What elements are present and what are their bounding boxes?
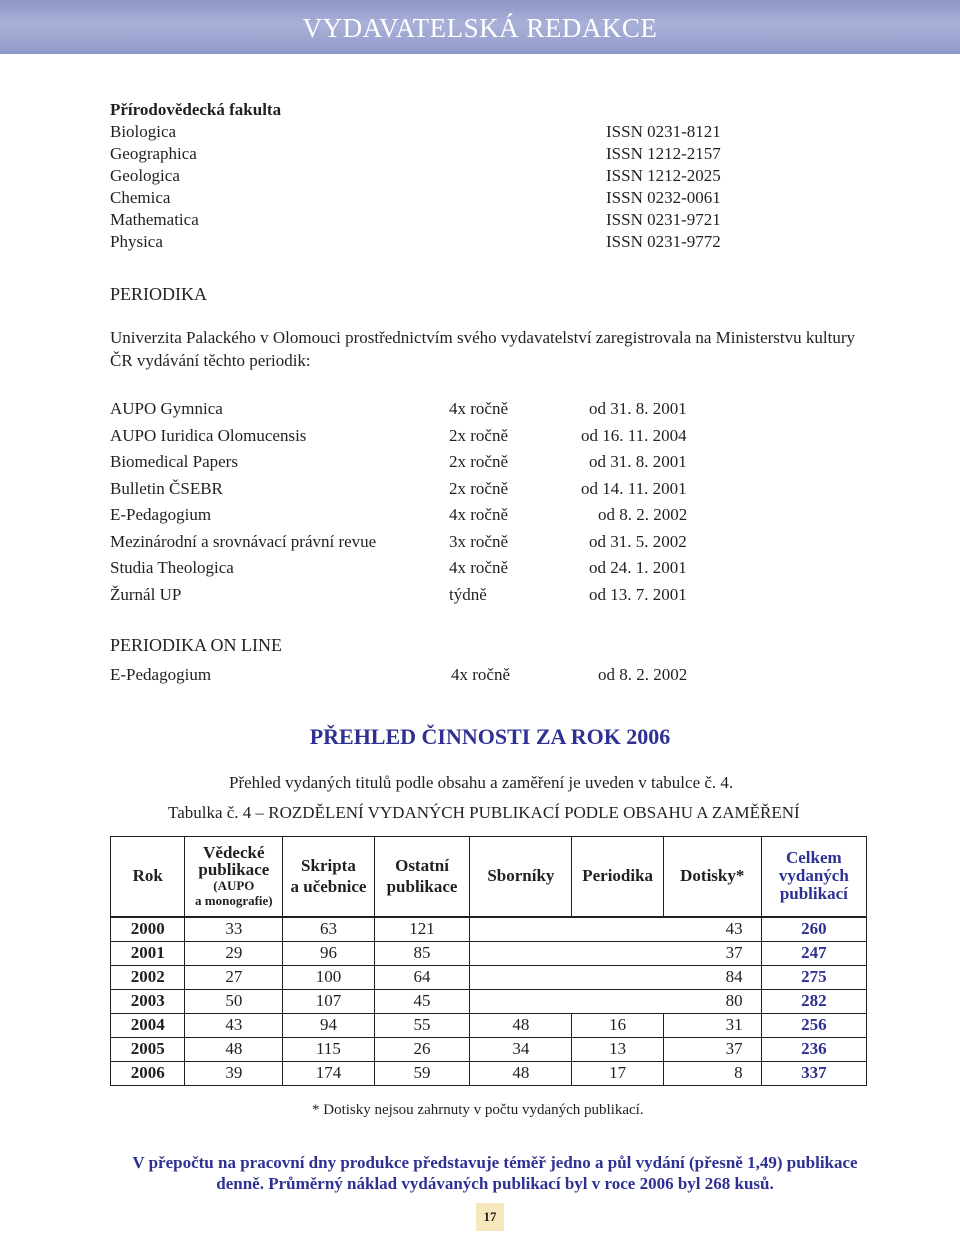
cell-periodika: 17	[572, 1061, 663, 1085]
cell-rok: 2001	[111, 941, 185, 965]
header-skripta-line: a učebnice	[290, 877, 367, 897]
periodikum-frequency: 2x ročně	[449, 452, 509, 471]
periodikum-name: E-Pedagogium	[110, 505, 212, 524]
cell-rok: 2006	[111, 1061, 185, 1085]
table-row	[111, 1037, 867, 1061]
table-row	[111, 1013, 867, 1037]
header-ostatni-line: publikace	[386, 877, 458, 897]
periodikum-since: od 8. 2. 2002	[598, 505, 688, 524]
periodikum-name: Studia Theologica	[110, 558, 234, 577]
header-ostatni-line: Ostatní	[395, 856, 449, 876]
faculty-title: Přírodovědecká fakulta	[110, 100, 282, 119]
cell-dotisky: 31	[663, 1013, 761, 1037]
cell-sborniky	[470, 917, 572, 942]
cell-celkem: 275	[761, 965, 866, 989]
journal-issn: ISSN 0231-9772	[606, 232, 721, 251]
cell-dotisky: 80	[663, 989, 761, 1013]
cell-ostatni: 55	[374, 1013, 470, 1037]
cell-celkem: 282	[761, 989, 866, 1013]
cell-ostatni: 121	[374, 917, 470, 942]
cell-celkem: 247	[761, 941, 866, 965]
journal-issn: ISSN 0231-8121	[606, 122, 721, 141]
cell-skripta: 94	[283, 1013, 374, 1037]
journal-name: Biologica	[110, 122, 177, 141]
online-frequency: 4x ročně	[451, 665, 511, 684]
cell-dotisky: 37	[663, 941, 761, 965]
periodikum-frequency: 4x ročně	[449, 558, 509, 577]
header-vedecke-line: (AUPO	[213, 878, 255, 894]
cell-periodika	[572, 941, 663, 965]
summary-line: denně. Průměrný náklad vydávaných publikací byl v roce 2006 byl 268 kusů.	[216, 1174, 774, 1193]
summary-line: V přepočtu na pracovní dny produkce představuje téměř jedno a půl vydání (přesně 1,49) publikace	[132, 1153, 858, 1172]
cell-ostatni: 26	[374, 1037, 470, 1061]
header-skripta-line: Skripta	[301, 856, 356, 876]
header-sborniky: Sborníky	[470, 837, 572, 917]
header-celkem-line: publikací	[779, 884, 848, 904]
header-dotisky: Dotisky*	[663, 837, 761, 917]
table-row	[111, 941, 867, 965]
cell-celkem: 260	[761, 917, 866, 942]
cell-vedecke: 39	[185, 1061, 283, 1085]
cell-dotisky: 37	[663, 1037, 761, 1061]
cell-vedecke: 33	[185, 917, 283, 942]
header-vedecke-line: Vědecké	[203, 843, 265, 863]
online-since: od 8. 2. 2002	[598, 665, 688, 684]
cell-vedecke: 43	[185, 1013, 283, 1037]
journal-issn: ISSN 0232-0061	[606, 188, 721, 207]
cell-periodika	[572, 965, 663, 989]
cell-ostatni: 45	[374, 989, 470, 1013]
cell-periodika: 16	[572, 1013, 663, 1037]
journal-name: Chemica	[110, 188, 171, 207]
periodikum-name: AUPO Gymnica	[110, 399, 223, 418]
cell-vedecke: 27	[185, 965, 283, 989]
table-row	[111, 1061, 867, 1085]
header-skripta	[283, 837, 374, 917]
journal-issn: ISSN 1212-2025	[606, 166, 721, 185]
summary-text	[0, 1152, 960, 1194]
cell-vedecke: 50	[185, 989, 283, 1013]
table-row	[111, 965, 867, 989]
periodika-intro-line1: Univerzita Palackého v Olomouci prostřednictvím svého vydavatelství zaregistrovala na Ministerstvu kultury	[110, 328, 855, 347]
journal-name: Physica	[110, 232, 163, 251]
header-title: VYDAVATELSKÁ REDAKCE	[302, 13, 658, 43]
cell-rok: 2000	[111, 917, 185, 942]
cell-celkem: 337	[761, 1061, 866, 1085]
cell-skripta: 174	[283, 1061, 374, 1085]
periodikum-frequency: 4x ročně	[449, 505, 509, 524]
cell-ostatni: 59	[374, 1061, 470, 1085]
cell-sborniky: 34	[470, 1037, 572, 1061]
periodikum-since: od 13. 7. 2001	[589, 585, 687, 604]
header-celkem-line: Celkem	[785, 848, 842, 868]
online-name: E-Pedagogium	[110, 665, 212, 684]
table-caption: Tabulka č. 4 – ROZDĚLENÍ VYDANÝCH PUBLIKACÍ PODLE OBSAHU A ZAMĚŘENÍ	[168, 803, 800, 822]
cell-skripta: 115	[283, 1037, 374, 1061]
journal-issn: ISSN 1212-2157	[606, 144, 721, 163]
periodikum-frequency: 2x ročně	[449, 479, 509, 498]
table-footnote: * Dotisky nejsou zahrnuty v počtu vydaných publikací.	[312, 1102, 644, 1118]
page-number: 17	[476, 1203, 504, 1231]
periodika-heading: PERIODIKA	[110, 284, 207, 304]
cell-celkem: 236	[761, 1037, 866, 1061]
periodika-intro-line2: ČR vydávání těchto periodik:	[110, 351, 311, 370]
cell-skripta: 96	[283, 941, 374, 965]
journal-name: Geographica	[110, 144, 197, 163]
periodikum-frequency: 4x ročně	[449, 399, 509, 418]
header-bar	[0, 0, 960, 54]
periodikum-name: Mezinárodní a srovnávací právní revue	[110, 532, 377, 551]
cell-vedecke: 29	[185, 941, 283, 965]
cell-skripta: 107	[283, 989, 374, 1013]
header-rok: Rok	[111, 837, 185, 917]
journal-name: Geologica	[110, 166, 180, 185]
periodikum-since: od 31. 8. 2001	[589, 452, 687, 471]
cell-sborniky	[470, 965, 572, 989]
cell-sborniky	[470, 989, 572, 1013]
cell-rok: 2005	[111, 1037, 185, 1061]
cell-sborniky: 48	[470, 1013, 572, 1037]
periodikum-name: Žurnál UP	[110, 585, 182, 604]
cell-skripta: 63	[283, 917, 374, 942]
cell-dotisky: 43	[663, 917, 761, 942]
periodikum-since: od 24. 1. 2001	[589, 558, 687, 577]
cell-periodika	[572, 989, 663, 1013]
periodikum-frequency: 2x ročně	[449, 426, 509, 445]
cell-sborniky	[470, 941, 572, 965]
online-heading: PERIODIKA ON LINE	[110, 635, 282, 655]
periodikum-name: Biomedical Papers	[110, 452, 238, 471]
cell-vedecke: 48	[185, 1037, 283, 1061]
cell-rok: 2003	[111, 989, 185, 1013]
overview-title: PŘEHLED ČINNOSTI ZA ROK 2006	[309, 724, 671, 749]
header-vedecke-line: publikace	[198, 860, 270, 880]
cell-dotisky: 8	[663, 1061, 761, 1085]
cell-dotisky: 84	[663, 965, 761, 989]
cell-periodika	[572, 917, 663, 942]
header-celkem	[761, 837, 866, 917]
table-row	[111, 917, 867, 942]
cell-rok: 2002	[111, 965, 185, 989]
header-vedecke-line: a monografie)	[195, 893, 273, 909]
overview-intro: Přehled vydaných titulů podle obsahu a zaměření je uveden v tabulce č. 4.	[229, 773, 734, 792]
header-celkem-line: vydaných	[778, 866, 849, 886]
periodikum-since: od 14. 11. 2001	[581, 479, 687, 498]
periodikum-name: AUPO Iuridica Olomucensis	[110, 426, 307, 445]
cell-celkem: 256	[761, 1013, 866, 1037]
periodikum-since: od 31. 8. 2001	[589, 399, 687, 418]
periodikum-since: od 16. 11. 2004	[581, 426, 687, 445]
periodikum-since: od 31. 5. 2002	[589, 532, 687, 551]
cell-ostatni: 85	[374, 941, 470, 965]
cell-ostatni: 64	[374, 965, 470, 989]
header-periodika: Periodika	[572, 837, 663, 917]
cell-periodika: 13	[572, 1037, 663, 1061]
cell-skripta: 100	[283, 965, 374, 989]
publications-table	[110, 836, 867, 1086]
journal-issn: ISSN 0231-9721	[606, 210, 721, 229]
periodikum-frequency: týdně	[449, 585, 487, 604]
cell-sborniky: 48	[470, 1061, 572, 1085]
header-ostatni	[374, 837, 470, 917]
journal-name: Mathematica	[110, 210, 199, 229]
periodikum-frequency: 3x ročně	[449, 532, 509, 551]
periodikum-name: Bulletin ČSEBR	[110, 479, 223, 498]
header-vedecke	[185, 837, 283, 917]
table-row	[111, 989, 867, 1013]
cell-rok: 2004	[111, 1013, 185, 1037]
